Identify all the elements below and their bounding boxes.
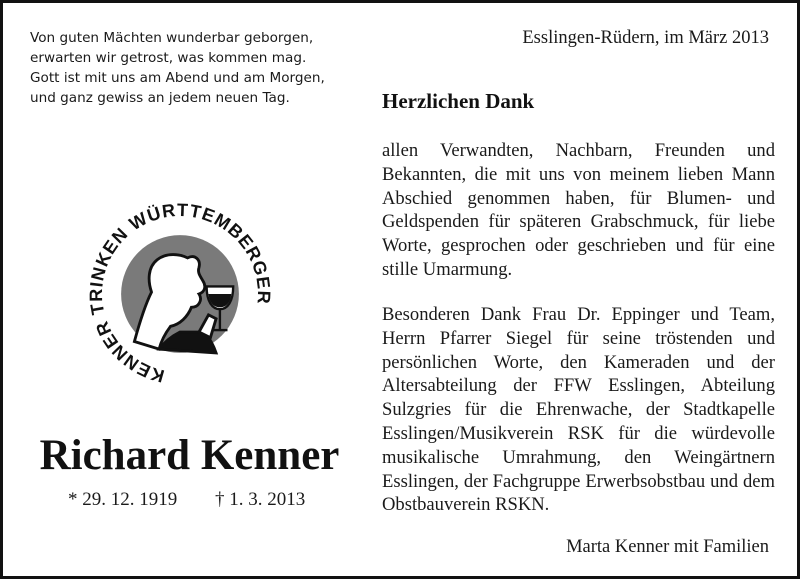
thanks-paragraph-1: allen Verwandten, Nachbarn, Freunden und Bekannten, die mit uns von meinem lieben Mann Abschied genommen haben, für Blumen- und Geldspenden für späteren Grabschmuck, für liebe Worte, gesprochen oder geschrieben und für eine stille Umarmung.	[382, 140, 775, 280]
thanks-heading: Herzlichen Dank	[382, 89, 535, 113]
thanks-paragraph-2: Besonderen Dank Frau Dr. Eppinger und Team, Herrn Pfarrer Siegel für seine tröstenden und persönlichen Worte, den Kameraden und der Altersabteilung der FFW Esslingen, Abteilung Sulzgries für die Ehrenwache, der Stadtkapelle Esslingen/Musikverein RSK für die würdevolle musikalische Umrahmung, den Weingärtnern Esslingen, der Fachgruppe Erwerbsobstbau und dem Obstbauverein RSKN.	[382, 304, 775, 516]
poem	[30, 28, 350, 108]
signature: Marta Kenner mit Familien	[566, 537, 769, 557]
poem-line: Gott ist mit uns am Abend und am Morgen,	[30, 70, 325, 86]
poem-line: erwarten wir getrost, was kommen mag.	[30, 50, 307, 66]
poem-line: Von guten Mächten wunderbar geborgen,	[30, 30, 314, 46]
birth-date: * 29. 12. 1919	[68, 489, 178, 510]
poem-line: und ganz gewiss an jedem neuen Tag.	[30, 90, 290, 106]
kenner-logo	[85, 199, 275, 389]
place-date: Esslingen-Rüdern, im März 2013	[522, 28, 769, 48]
death-date: † 1. 3. 2013	[215, 489, 306, 510]
deceased-name: Richard Kenner	[39, 432, 340, 479]
logo-ring-text: KENNER TRINKEN WÜRTTEMBERGER	[86, 199, 275, 387]
